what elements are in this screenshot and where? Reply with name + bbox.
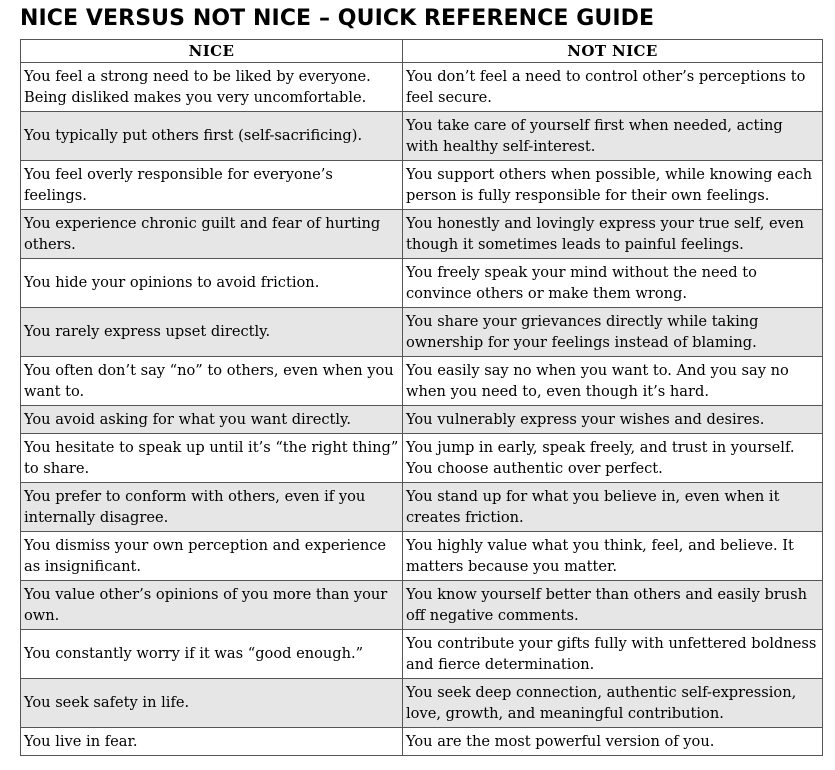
not-nice-cell: You honestly and lovingly express your true self, even though it sometimes leads to painful feelings. <box>403 210 823 259</box>
nice-cell: You feel overly responsible for everyone’s feelings. <box>21 161 403 210</box>
table-row <box>21 210 823 259</box>
table-row <box>21 259 823 308</box>
not-nice-cell: You freely speak your mind without the need to convince others or make them wrong. <box>403 259 823 308</box>
nice-cell: You dismiss your own perception and experience as insignificant. <box>21 532 403 581</box>
nice-cell: You avoid asking for what you want directly. <box>21 406 403 434</box>
not-nice-cell: You stand up for what you believe in, even when it creates friction. <box>403 483 823 532</box>
table-row <box>21 581 823 630</box>
nice-cell: You often don’t say “no” to others, even when you want to. <box>21 357 403 406</box>
table-header <box>21 40 823 63</box>
not-nice-cell: You highly value what you think, feel, and believe. It matters because you matter. <box>403 532 823 581</box>
column-header-nice: NICE <box>21 40 403 63</box>
table-row <box>21 483 823 532</box>
nice-cell: You seek safety in life. <box>21 679 403 728</box>
nice-cell: You live in fear. <box>21 728 403 756</box>
not-nice-cell: You don’t feel a need to control other’s perceptions to feel secure. <box>403 63 823 112</box>
not-nice-cell: You vulnerably express your wishes and desires. <box>403 406 823 434</box>
nice-cell: You hide your opinions to avoid friction. <box>21 259 403 308</box>
table-row <box>21 728 823 756</box>
table-row <box>21 630 823 679</box>
table-body <box>21 63 823 756</box>
page-title: NICE VERSUS NOT NICE – QUICK REFERENCE GUIDE <box>20 6 655 31</box>
not-nice-cell: You contribute your gifts fully with unfettered boldness and fierce determination. <box>403 630 823 679</box>
nice-cell: You rarely express upset directly. <box>21 308 403 357</box>
nice-cell: You typically put others first (self-sacrificing). <box>21 112 403 161</box>
nice-cell: You feel a strong need to be liked by everyone. Being disliked makes you very uncomfortable. <box>21 63 403 112</box>
table-row <box>21 406 823 434</box>
nice-cell: You value other’s opinions of you more than your own. <box>21 581 403 630</box>
not-nice-cell: You easily say no when you want to. And you say no when you need to, even though it’s hard. <box>403 357 823 406</box>
not-nice-cell: You take care of yourself first when needed, acting with healthy self-interest. <box>403 112 823 161</box>
table-row <box>21 112 823 161</box>
table-row <box>21 161 823 210</box>
nice-cell: You constantly worry if it was “good enough.” <box>21 630 403 679</box>
not-nice-cell: You are the most powerful version of you. <box>403 728 823 756</box>
table-row <box>21 357 823 406</box>
not-nice-cell: You share your grievances directly while taking ownership for your feelings instead of blaming. <box>403 308 823 357</box>
not-nice-cell: You support others when possible, while knowing each person is fully responsible for their own feelings. <box>403 161 823 210</box>
table-row <box>21 532 823 581</box>
nice-cell: You experience chronic guilt and fear of hurting others. <box>21 210 403 259</box>
not-nice-cell: You know yourself better than others and easily brush off negative comments. <box>403 581 823 630</box>
table-row <box>21 434 823 483</box>
reference-table <box>20 39 823 756</box>
table-row <box>21 308 823 357</box>
column-header-not-nice: NOT NICE <box>403 40 823 63</box>
table-row <box>21 63 823 112</box>
table-row <box>21 679 823 728</box>
header-row <box>21 40 823 63</box>
not-nice-cell: You seek deep connection, authentic self-expression, love, growth, and meaningful contribution. <box>403 679 823 728</box>
not-nice-cell: You jump in early, speak freely, and trust in yourself. You choose authentic over perfect. <box>403 434 823 483</box>
nice-cell: You hesitate to speak up until it’s “the right thing” to share. <box>21 434 403 483</box>
nice-cell: You prefer to conform with others, even if you internally disagree. <box>21 483 403 532</box>
